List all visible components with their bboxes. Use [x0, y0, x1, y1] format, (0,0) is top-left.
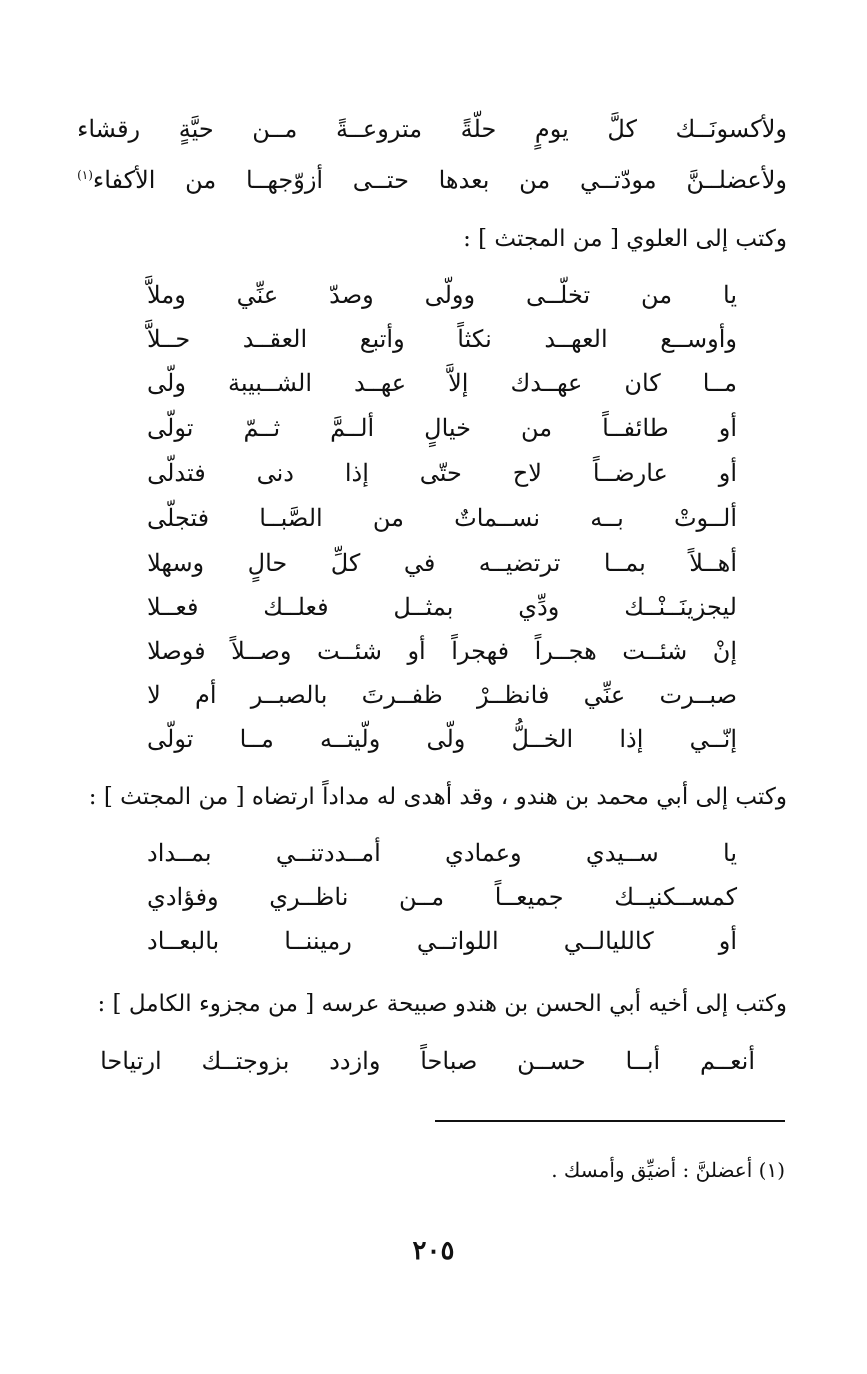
verse-line — [147, 924, 737, 958]
verse-word: في — [403, 549, 436, 577]
verse-word: شئــت — [622, 637, 688, 665]
verse-word: ظفــرتَ — [361, 681, 443, 709]
verse-word: تولّى — [147, 414, 194, 442]
verse-word: حيَّةٍ — [178, 115, 214, 143]
verse-word: أزوّجهــا — [245, 166, 324, 194]
verse-word: وصدّ — [329, 281, 374, 309]
verse-word: فانظــرْ — [476, 681, 550, 709]
verse-word: وصــلاً — [231, 637, 292, 665]
verse-word: عنِّي — [236, 281, 279, 309]
verse-word: وأوســع — [660, 325, 737, 353]
verse-word: الأكفاء$^{(١)}$ — [77, 166, 156, 194]
verse-word: ألــمَّ — [330, 414, 375, 442]
verse-word: حتــى — [352, 166, 409, 194]
verse-word: حلّةً — [460, 115, 497, 143]
verse-word: فتجلّى — [147, 504, 210, 532]
verse-word: مــن — [398, 883, 445, 911]
verse-word: حتّى — [419, 459, 462, 487]
footnote-ref: (١) — [77, 168, 93, 182]
verse-word: مودّتــي — [579, 166, 657, 194]
verse-word: وازدد — [329, 1047, 381, 1075]
verse-line — [147, 836, 737, 870]
verse-word: نكثاً — [457, 325, 492, 353]
verse-word: يا — [723, 281, 737, 309]
verse-word: من — [185, 166, 217, 194]
verse-word: بعدها — [438, 166, 490, 194]
verse-word: رقشاء — [77, 115, 141, 143]
verse-word: ولّيتــه — [319, 725, 381, 753]
verse-line — [147, 634, 737, 668]
verse-word: بــه — [590, 504, 624, 532]
verse-word: ترتضيــه — [478, 549, 561, 577]
verse-word: متروعــةً — [335, 115, 423, 143]
verse-word: أبــا — [625, 1047, 661, 1075]
verse-line — [147, 366, 737, 400]
verse-word: تخلّــى — [525, 281, 591, 309]
page-number: ٢٠٥ — [412, 1236, 455, 1266]
verse-word: لا — [147, 681, 161, 709]
verse-word: بالبعــاد — [147, 927, 220, 955]
verse-line — [147, 678, 737, 712]
verse-word: ودِّي — [518, 593, 560, 621]
section-heading: وكتب إلى العلوي [ من المجتث ] : — [463, 226, 787, 252]
verse-word: وأتبع — [359, 325, 405, 353]
verse-word: ســيدي — [585, 839, 659, 867]
verse-word: اللواتــي — [416, 927, 499, 955]
verse-word: أو — [407, 637, 426, 665]
verse-line — [147, 880, 737, 914]
verse-word: كمســكنيــك — [614, 883, 737, 911]
verse-word: نســماتٌ — [454, 504, 541, 532]
verse-word: حســن — [517, 1047, 586, 1075]
verse-word: من — [372, 504, 404, 532]
verse-word: دنى — [256, 459, 294, 487]
verse-word: حــلاَّ — [147, 325, 191, 353]
verse-word: عارضــاً — [592, 459, 668, 487]
verse-word: إنْ — [712, 637, 737, 665]
verse-line — [147, 546, 737, 580]
verse-word: وفؤادي — [147, 883, 219, 911]
verse-word: أهــلاً — [689, 549, 737, 577]
verse-line — [147, 590, 737, 624]
verse-word: أنعــم — [700, 1047, 755, 1075]
verse-word: وعمادي — [445, 839, 522, 867]
verse-word: إنّــي — [689, 725, 737, 753]
verse-word: وسهلا — [147, 549, 205, 577]
verse-word: إلاَّ — [448, 369, 469, 397]
verse-word: أم — [194, 681, 217, 709]
verse-word: الخــلُّ — [511, 725, 574, 753]
verse-word: العقــد — [242, 325, 308, 353]
verse-word: شئــت — [316, 637, 382, 665]
verse-line — [147, 322, 737, 356]
verse-word: صبــرت — [659, 681, 737, 709]
verse-word: بمثــل — [393, 593, 454, 621]
verse-word: حالٍ — [247, 549, 288, 577]
verse-word: العهــد — [544, 325, 608, 353]
verse-line — [100, 1044, 755, 1078]
verse-word: ولّى — [426, 725, 466, 753]
verse-word: وولّى — [424, 281, 476, 309]
verse-word: جميعــاً — [494, 883, 564, 911]
verse-word: صباحاً — [420, 1047, 478, 1075]
verse-word: ألــوتْ — [673, 504, 737, 532]
verse-word: فتدلّى — [147, 459, 206, 487]
verse-word: إذا — [619, 725, 644, 753]
verse-word: بالصبــر — [250, 681, 328, 709]
verse-word: أو — [718, 459, 737, 487]
verse-word: كالليالــي — [563, 927, 654, 955]
verse-word: وملاَّ — [147, 281, 186, 309]
verse-word: هجــراً — [534, 637, 597, 665]
verse-word: عنِّي — [583, 681, 626, 709]
verse-word: ليجزينَــنْــك — [624, 593, 737, 621]
verse-word: ولأعضلــنَّ — [686, 166, 787, 194]
verse-word: فوصلا — [147, 637, 206, 665]
verse-word: ثــمّ — [243, 414, 281, 442]
verse-word: أو — [718, 927, 737, 955]
verse-word: مــا — [239, 725, 274, 753]
verse-word: الشــبيبة — [227, 369, 312, 397]
verse-word: تولّى — [147, 725, 194, 753]
verse-word: خيالٍ — [424, 414, 471, 442]
verse-word: أو — [718, 414, 737, 442]
verse-line — [147, 411, 737, 445]
verse-line — [147, 501, 737, 535]
verse-word: الصَّبــا — [259, 504, 323, 532]
verse-word: ولأكسونَــك — [675, 115, 787, 143]
verse-word: مــا — [702, 369, 737, 397]
verse-word: كان — [624, 369, 661, 397]
verse-word: يومٍ — [534, 115, 569, 143]
verse-word: ناظــري — [269, 883, 349, 911]
verse-word: بمــا — [603, 549, 646, 577]
verse-word: يا — [723, 839, 737, 867]
verse-word: طائفــاً — [602, 414, 669, 442]
verse-line — [77, 112, 787, 146]
verse-word: من — [521, 414, 553, 442]
verse-word: من — [641, 281, 673, 309]
verse-word: رميننــا — [284, 927, 352, 955]
footnote-divider — [435, 1120, 785, 1122]
verse-word: ارتياحا — [100, 1047, 162, 1075]
verse-word: فهجراً — [451, 637, 510, 665]
verse-word: عهــدك — [510, 369, 583, 397]
verse-word: كلِّ — [330, 549, 361, 577]
verse-word: لاح — [512, 459, 542, 487]
verse-word: مــن — [252, 115, 298, 143]
verse-word: كلَّ — [607, 115, 637, 143]
footnote: (١) أعضلنَّ : أضيِّق وأمسك . — [551, 1158, 785, 1182]
verse-word: بزوجتــك — [201, 1047, 290, 1075]
verse-line — [147, 722, 737, 756]
verse-word: ولّى — [147, 369, 186, 397]
verse-word: إذا — [344, 459, 369, 487]
verse-word: فعلــك — [263, 593, 329, 621]
verse-line — [147, 456, 737, 490]
verse-word: بمــداد — [147, 839, 212, 867]
verse-word: عهــد — [354, 369, 407, 397]
verse-word: فعــلا — [147, 593, 199, 621]
section-heading: وكتب إلى أخيه أبي الحسن بن هندو صبيحة عرسه [ من مجزوء الكامل ] : — [97, 991, 787, 1017]
verse-word: من — [519, 166, 551, 194]
verse-line — [147, 278, 737, 312]
section-heading: وكتب إلى أبي محمد بن هندو ، وقد أهدى له مداداً ارتضاه [ من المجتث ] : — [88, 784, 787, 810]
verse-word: أمــددتنــي — [275, 839, 381, 867]
verse-line — [77, 158, 787, 197]
